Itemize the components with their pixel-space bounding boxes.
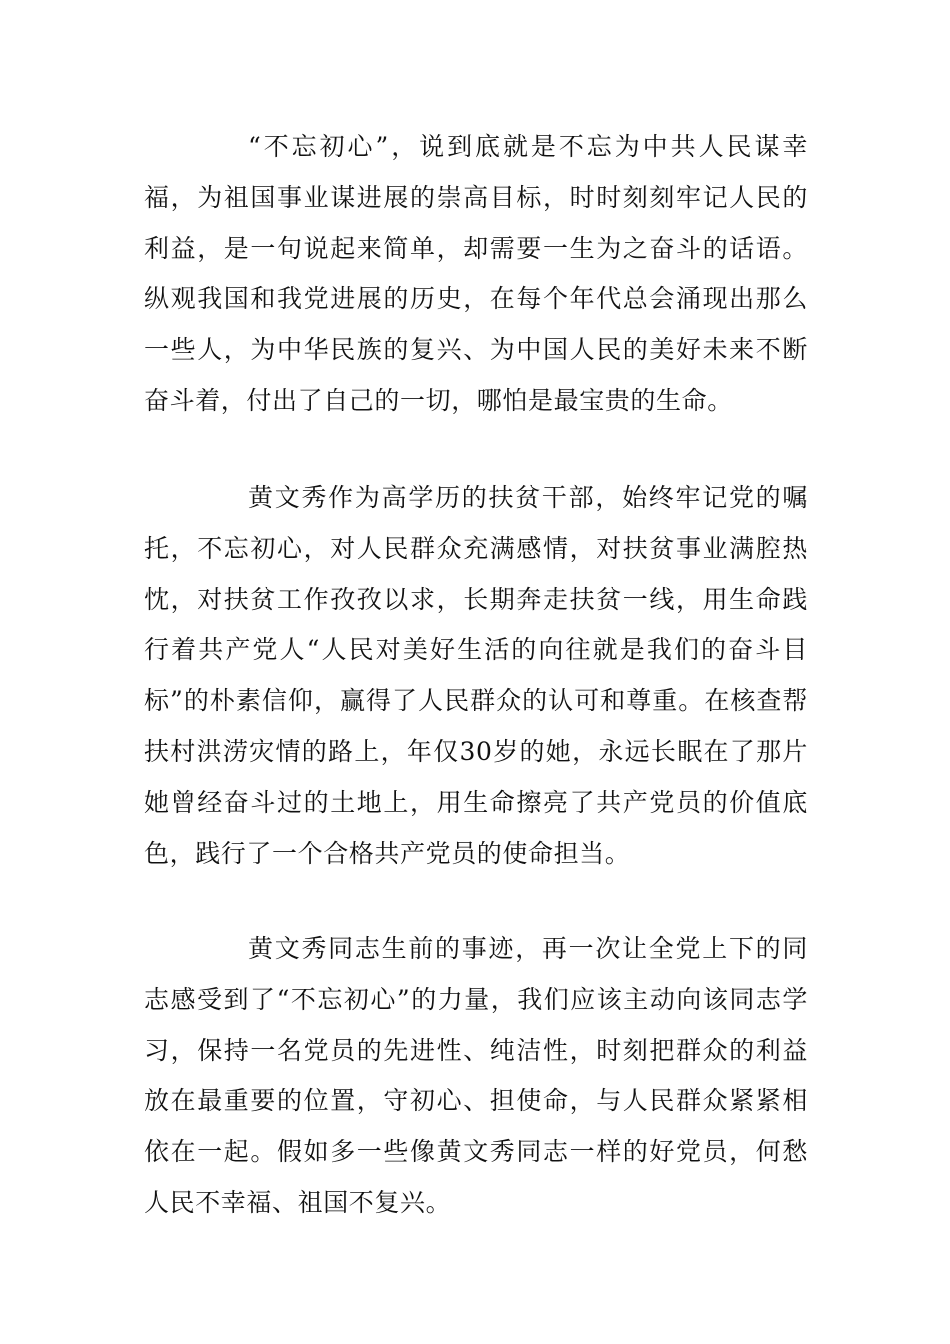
paragraph-2: 黄文秀作为高学历的扶贫干部，始终牢记党的嘱托，不忘初心，对人民群众充满感情，对扶贫事业满腔热忱，对扶贫工作孜孜以求，长期奔走扶贫一线，用生命践行着共产党人“人民对美好生活的向往就是我们的奋斗目标”的朴素信仰，赢得了人民群众的认可和尊重。在核查帮扶村洪涝灾情的路上，年仅30岁的她，永远长眠在了那片她曾经奋斗过的土地上，用生命擦亮了共产党员的价值底色，践行了一个合格共产党员的使命担当。 xyxy=(144,483,808,868)
paragraph-1: “不忘初心”，说到底就是不忘为中共人民谋幸福，为祖国事业谋进展的崇高目标，时时刻刻牢记人民的利益，是一句说起来简单，却需要一生为之奋斗的话语。纵观我国和我党进展的历史，在每个年代总会涌现出那么一些人，为中华民族的复兴、为中国人民的美好未来不断奋斗着，付出了自己的一切，哪怕是最宝贵的生命。 xyxy=(144,132,808,415)
paragraph-3: 黄文秀同志生前的事迹，再一次让全党上下的同志感受到了“不忘初心”的力量，我们应该主动向该同志学习，保持一名党员的先进性、纯洁性，时刻把群众的利益放在最重要的位置，守初心、担使命，与人民群众紧紧相依在一起。假如多一些像黄文秀同志一样的好党员，何愁人民不幸福、祖国不复兴。 xyxy=(144,934,808,1217)
